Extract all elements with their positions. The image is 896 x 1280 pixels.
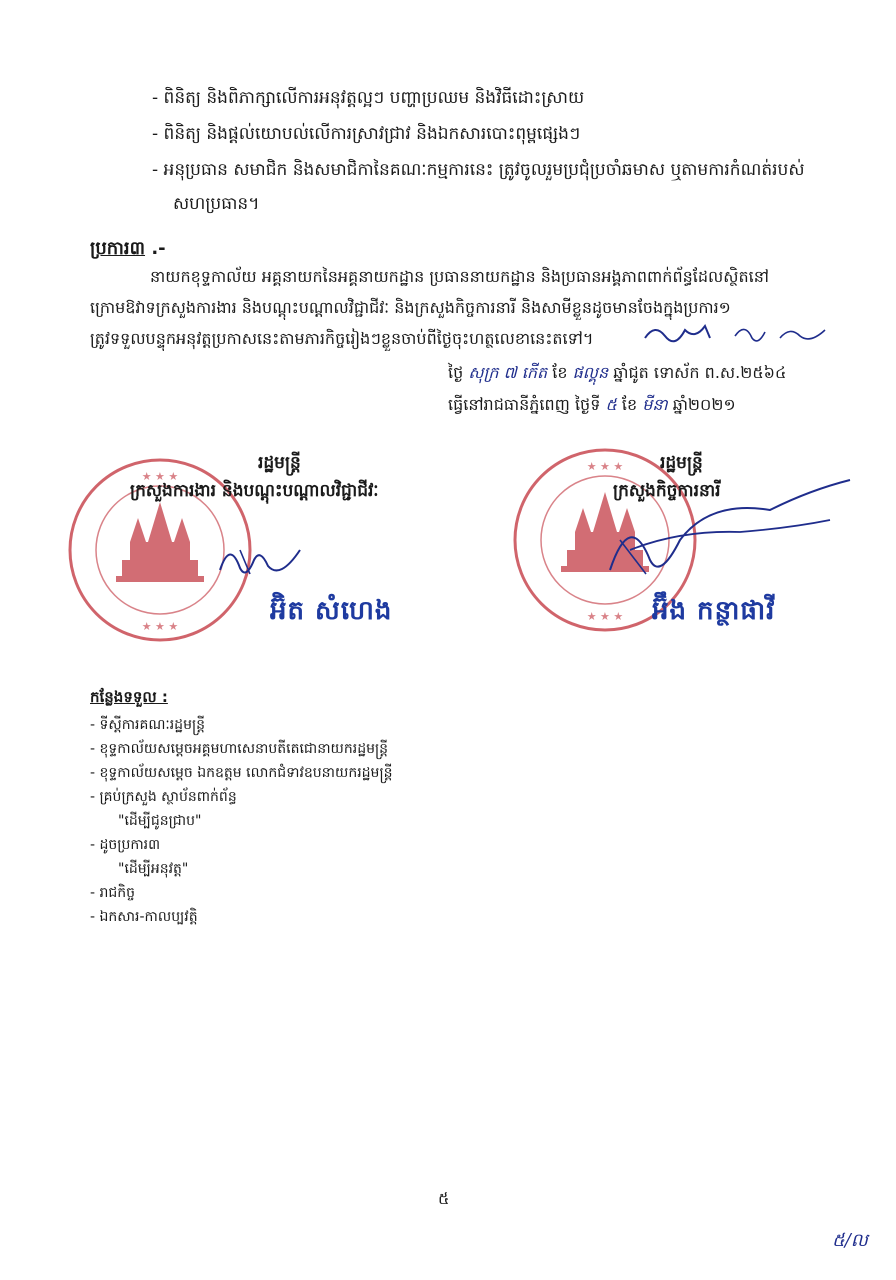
date-lunar-year: ឆ្នាំជូត ទោស័ក ព.ស.២៥៦៤ <box>613 363 787 382</box>
date-lunar-month: ផល្គុន <box>572 363 609 382</box>
date-day: ៥ <box>605 395 617 414</box>
left-handwritten-signature <box>210 530 310 590</box>
recipient-item: - ទីស្តីការគណៈរដ្ឋមន្ត្រី <box>90 717 206 733</box>
svg-text:★ ★ ★: ★ ★ ★ <box>586 610 624 623</box>
date-month: មីនា <box>642 395 668 414</box>
bullet-item-1: - ពិនិត្យ និងពិភាក្សាលើការអនុវត្តល្អៗ បញ្ហាប្រឈម និងវិធីដោះស្រាយ <box>152 88 585 108</box>
right-ministry-name: ក្រសួងកិច្ចការនារី <box>613 481 721 501</box>
bullet-item-3: - អនុប្រធាន សមាជិក និងសមាជិកានៃគណៈកម្មការនេះ ត្រូវចូលរួមប្រជុំប្រចាំឆមាស ឬតាមការកំណត់របស់ <box>152 160 805 180</box>
recipient-item: - ដូចប្រការ៣ <box>90 837 161 853</box>
left-signatory-title: រដ្ឋមន្ត្រី <box>258 453 301 473</box>
recipient-item: - ឯកសារ-កាលប្បវត្តិ <box>90 909 198 925</box>
date-line-solar <box>448 394 736 418</box>
initials-scribble <box>640 318 840 350</box>
svg-text:★ ★ ★: ★ ★ ★ <box>586 460 624 473</box>
recipient-item: - ខុទ្ទកាល័យសម្តេច ឯកឧត្តម លោកជំទាវឧបនាយករដ្ឋមន្ត្រី <box>90 765 393 781</box>
right-handwritten-signature <box>590 470 860 590</box>
date-line-lunar <box>448 362 786 386</box>
recipient-item: - គ្រប់ក្រសួង ស្ថាប័នពាក់ព័ន្ធ <box>90 789 237 805</box>
date-month-prefix: ខែ <box>552 363 568 382</box>
recipient-item: - ខុទ្ទកាល័យសម្តេចអគ្គមហាសេនាបតីតេជោនាយករដ្ឋមន្ត្រី <box>90 741 389 757</box>
article-label: ប្រការ៣ <box>90 238 146 259</box>
right-signatory-title: រដ្ឋមន្ត្រី <box>660 453 703 473</box>
date-day-prefix: ថ្ងៃ <box>448 363 464 382</box>
page-number: ៥ <box>438 1189 450 1208</box>
left-ministry-name: ក្រសួងការងារ និងបណ្តុះបណ្តាលវិជ្ជាជីវៈ <box>130 481 379 501</box>
article-line-1: នាយកខុទ្ទកាល័យ អគ្គនាយកនៃអគ្គនាយកដ្ឋាន ប្រធាននាយកដ្ឋាន និងប្រធានអង្គភាពពាក់ព័ន្ធដែលស្ថិតនៅ <box>150 267 769 286</box>
right-signatory-name: អ៊ឹង កន្ថាផាវី <box>652 596 776 626</box>
article-line-2: ក្រោមឱវាទក្រសួងការងារ និងបណ្តុះបណ្តាលវិជ្ជាជីវៈ និងក្រសួងកិច្ចការនារី និងសាមីខ្លួនដូចមានចែងក្នុងប្រការ១ <box>90 298 731 317</box>
date-year: ឆ្នាំ២០២១ <box>672 395 736 414</box>
corner-handwritten-note: ៥/ល <box>832 1230 868 1251</box>
recipient-subnote: "ដើម្បីជូនជ្រាប" <box>118 813 202 829</box>
date-place-prefix: ធ្វើនៅរាជធានីភ្នំពេញ ថ្ងៃទី <box>448 395 601 414</box>
bullet-item-3-continuation: សហប្រធាន។ <box>173 194 260 214</box>
date-lunar-day: សុក្រ ៧ កើត <box>468 363 548 382</box>
article-separator: .- <box>151 238 166 259</box>
recipients-title: កន្លែងទទួល : <box>90 688 168 706</box>
recipient-item: - រាជកិច្ច <box>90 885 136 901</box>
left-signatory-name: អ៊ិត សំហេង <box>270 596 393 626</box>
date-month-label: ខែ <box>621 395 638 414</box>
bullet-item-2: - ពិនិត្យ និងផ្តល់យោបល់លើការស្រាវជ្រាវ និងឯកសារបោះពុម្ពផ្សេងៗ <box>152 124 581 144</box>
svg-text:★ ★ ★: ★ ★ ★ <box>141 470 179 483</box>
article-line-3: ត្រូវទទួលបន្ទុកអនុវត្តប្រកាសនេះតាមភារកិច្ចរៀងៗខ្លួនចាប់ពីថ្ងៃចុះហត្ថលេខានេះតទៅ។ <box>90 329 594 348</box>
article-heading <box>90 236 166 263</box>
svg-text:★ ★ ★: ★ ★ ★ <box>141 620 179 633</box>
recipient-subnote: "ដើម្បីអនុវត្ត" <box>118 861 189 877</box>
